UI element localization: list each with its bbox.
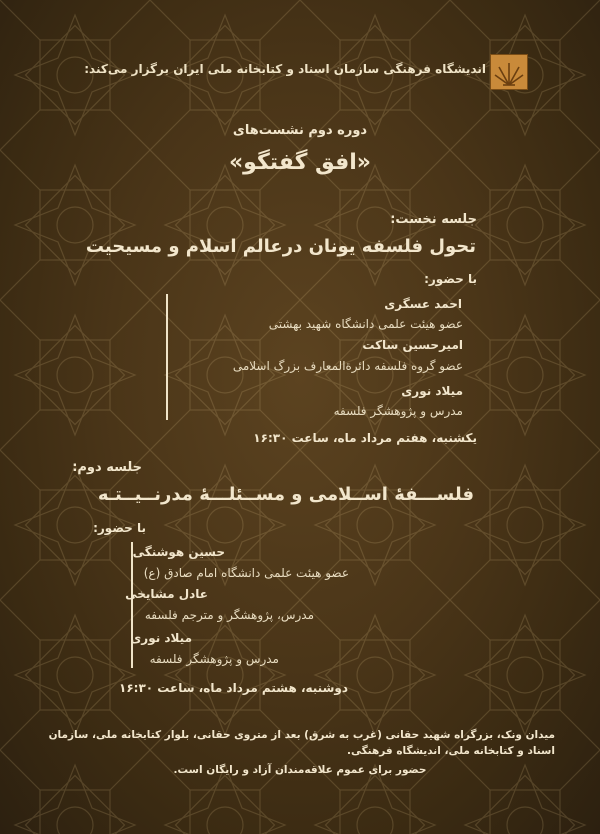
- event-title: «افق گفتگو»: [228, 150, 372, 175]
- session2-speaker3-name: میلاد نوری: [130, 631, 192, 645]
- national-library-logo-icon: [490, 54, 528, 90]
- session1-speaker1-role: عضو هیئت علمی دانشگاه شهید بهشتی: [268, 317, 463, 331]
- venue-address: میدان ونک، بزرگراه شهید حقانی (غرب به شرق) بعد از متروی حقانی، بلوار کتابخانه ملی، سازمان اسناد و کتابخانه ملی، اندیشگاه فرهنگی.: [48, 729, 555, 757]
- series-subtitle: دوره دوم نشست‌های: [232, 123, 368, 138]
- organizer-line: اندیشگاه فرهنگی سازمان اسناد و کتابخانه ملی ایران برگزار می‌کند:: [84, 62, 486, 76]
- session2-speaker2-role: مدرس، پژوهشگر و مترجم فلسفه: [144, 608, 314, 622]
- session1-speaker3-name: میلاد نوری: [401, 384, 463, 398]
- session2-title: فلســـفۀ اســلامی و مســئلـــۀ مدرنــیــتـه: [97, 484, 474, 505]
- session1-speaker3-role: مدرس و پژوهشگر فلسفه: [333, 404, 463, 418]
- session1-presence-label: با حضور:: [424, 272, 477, 286]
- session1-label: جلسه نخست:: [390, 212, 477, 227]
- session2-speaker2-name: عادل مشایخی: [125, 587, 208, 601]
- session1-divider: [166, 294, 168, 420]
- session2-presence-label: با حضور:: [93, 521, 146, 535]
- session2-speaker1-name: حسین هوشنگی: [132, 545, 225, 559]
- session2-datetime: دوشنبه، هشتم مرداد ماه، ساعت ۱۶:۳۰: [119, 681, 348, 695]
- session1-speaker2-role: عضو گروه فلسفه دائرةالمعارف بزرگ اسلامی: [232, 359, 463, 373]
- session2-speaker1-role: عضو هیئت علمی دانشگاه امام صادق (ع): [143, 566, 349, 580]
- session2-label: جلسه دوم:: [72, 460, 142, 475]
- session2-divider: [131, 542, 133, 668]
- session1-datetime: یکشنبه، هفتم مرداد ماه، ساعت ۱۶:۳۰: [253, 431, 477, 445]
- session2-speaker3-role: مدرس و پژوهشگر فلسفه: [149, 652, 279, 666]
- session1-speaker2-name: امیرحسین ساکت: [362, 338, 463, 352]
- free-entry-note: حضور برای عموم علاقه‌مندان آزاد و رایگان است.: [173, 764, 427, 776]
- session1-title: تحول فلسفه یونان درعالم اسلام و مسیحیت: [85, 236, 476, 257]
- session1-speaker1-name: احمد عسگری: [384, 297, 462, 311]
